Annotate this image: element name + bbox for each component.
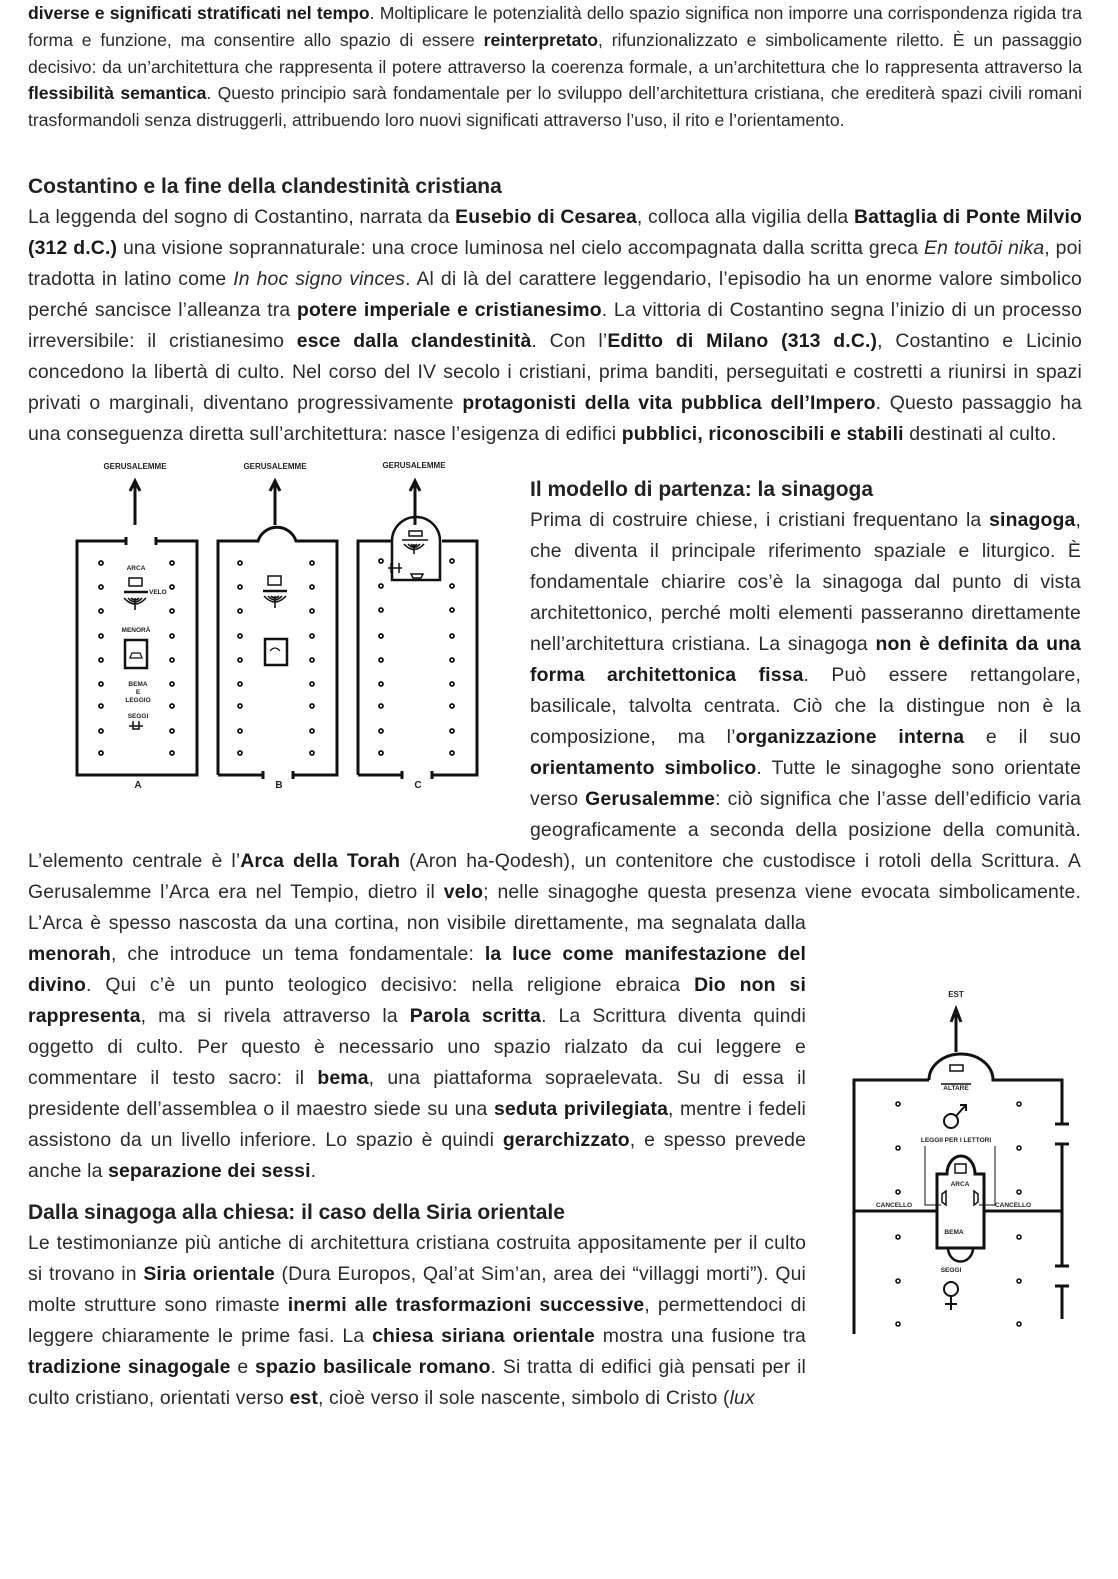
column-marker [99, 751, 103, 755]
column-marker [238, 729, 242, 733]
text-run: . La Scrittura diventa quindi oggetto di culto. Per questo è necessario uno spazio rialzato da cui leggere e commentare il testo sacro: il [28, 1004, 806, 1089]
bold-text: Dio non si rappresenta [28, 973, 806, 1027]
text-run: . Questo principio sarà fondamentale per lo sviluppo dell’architettura cristiana, che erediterà spazi civili romani trasformandoli senza distruggerli, attribuendo loro nuovi significati attraverso l’uso, il rito e l’orientamento. [28, 83, 1082, 131]
column-marker [379, 729, 383, 733]
italic-text: lux [729, 1386, 755, 1409]
label-altare: ALTARE [943, 1084, 969, 1092]
column-marker [896, 1279, 900, 1283]
column-marker [238, 609, 242, 613]
column-marker [99, 561, 103, 565]
text-run: , mentre i fedeli assistono da un livello inferiore. Lo spazio è quindi [28, 1097, 806, 1151]
column-marker [310, 729, 314, 733]
label-seggi-church: SEGGI [940, 1266, 962, 1274]
column-marker [170, 658, 174, 662]
column-marker [99, 682, 103, 686]
plan-label-c: C [414, 779, 422, 791]
synagogue-plans-drawing [28, 436, 520, 831]
label-leggio: LEGGIO [125, 696, 151, 704]
column-marker [450, 608, 454, 612]
bold-text: la luce come manifestazione del divino [28, 942, 807, 996]
bold-text: pubblici, riconoscibili e stabili [621, 422, 904, 445]
column-marker [450, 682, 454, 686]
column-marker [450, 751, 454, 755]
text-run: , che diventa il principale riferimento spaziale e liturgico. È fondamentale chiarire cos’è la sinagoga dal punto di vista architettonico, perché molti elementi passeranno direttamente nell’architettura cristiana. La sinagoga [530, 508, 1081, 655]
text-run: . Si tratta di edifici già pensati per il culto cristiano, orientati verso [28, 1355, 806, 1409]
arrow-b [270, 481, 280, 525]
column-marker [310, 682, 314, 686]
label-leggii: LEGGII PER I LETTORI [920, 1136, 992, 1144]
bold-text: est [289, 1386, 318, 1409]
bold-text: Eusebio di Cesarea [455, 205, 637, 228]
column-marker [896, 1146, 900, 1150]
column-marker [379, 751, 383, 755]
arrow-est [951, 1009, 961, 1052]
column-marker [310, 609, 314, 613]
column-marker [170, 729, 174, 733]
bold-text: diverse e significati stratificati nel tempo [28, 3, 370, 23]
bold-text: Parola scritta [409, 1004, 542, 1027]
bold-text: chiesa siriana orientale [372, 1324, 595, 1347]
label-e: E [135, 688, 141, 696]
column-marker [170, 682, 174, 686]
plan-label-a: A [134, 779, 142, 791]
label-seggi: SEGGI [127, 712, 149, 720]
text-run: (Dura Europos, Qal’at Sim’an, area dei “villaggi morti”). Qui molte strutture sono rimaste [28, 1262, 806, 1316]
synagogue-plans-figure [0, 436, 520, 831]
text-run: La leggenda del sogno di Costantino, narrata da [28, 205, 456, 228]
text-run: , permettendoci di leggere chiaramente le prime fasi. La [28, 1293, 806, 1347]
bold-text: spazio basilicale romano [255, 1355, 491, 1378]
text-run: . Può essere rettangolare, basilicale, talvolta centrata. Ciò che la distingue non è la composizione, ma l’ [530, 663, 1081, 748]
column-marker [1017, 1146, 1021, 1150]
text-run: , e spesso prevede anche la [28, 1128, 807, 1182]
bold-text: gerarchizzato [502, 1128, 630, 1151]
bold-text: bema [317, 1066, 369, 1089]
column-marker [238, 682, 242, 686]
intro-paragraph [28, 0, 1082, 134]
column-marker [1017, 1235, 1021, 1239]
arrow-a [130, 481, 140, 525]
bold-text: Gerusalemme [585, 787, 716, 810]
section-heading-costantino: Costantino e la fine della clandestinità cristiana [28, 174, 502, 198]
costantino-paragraph [28, 202, 1082, 450]
column-marker [170, 561, 174, 565]
male-symbol-icon [956, 1105, 966, 1116]
bold-text: tradizione sinagogale [28, 1355, 231, 1378]
label-bema: BEMA [128, 680, 148, 688]
bold-text: orientamento simbolico [530, 756, 757, 779]
column-marker [379, 658, 383, 662]
bold-text: reinterpretato [483, 29, 599, 50]
text-run: . Al di là del carattere leggendario, l’episodio ha un enorme valore simbolico perché sancisce l’alleanza tra [28, 267, 1082, 321]
text-run: . Questo passaggio ha una conseguenza diretta sull’architettura: nasce l’esigenza di edifici [28, 391, 1082, 445]
text-run: , che introduce un tema fondamentale: [110, 942, 485, 965]
column-marker [896, 1235, 900, 1239]
column-marker [170, 634, 174, 638]
column-marker [1017, 1279, 1021, 1283]
column-marker [170, 609, 174, 613]
text-run: . Qui c’è un punto teologico decisivo: nella religione ebraica [86, 973, 695, 996]
bold-text: organizzazione interna [735, 725, 965, 748]
text-run: : ciò significa che l’asse dell’edificio varia geograficamente a seconda della posizione della comunità. L’elemento centrale è l’ [28, 787, 1081, 872]
column-marker [99, 729, 103, 733]
menorah-icon-b [264, 596, 286, 608]
bold-text: menorah [28, 942, 111, 965]
column-marker [238, 585, 242, 589]
column-marker [99, 634, 103, 638]
text-run: , Costantino e Licinio concedono la libertà di culto. Nel corso del IV secolo i cristiani, prima banditi, perseguitati e costretti a riunirsi in spazi privati o marginali, diventano progressivamente [28, 329, 1082, 414]
plan-c-walls [358, 541, 477, 775]
menorah-icon-a [124, 598, 146, 610]
text-run: Le testimonianze più antiche di architettura cristiana costruita appositamente per il culto si trovano in [28, 1231, 806, 1285]
label-velo: VELO [149, 588, 167, 596]
label-menora: MENORÀ [121, 626, 151, 634]
bold-text: Editto di Milano (313 d.C.) [607, 329, 878, 352]
section-heading-siria: Dalla sinagoga alla chiesa: il caso della Siria orientale [28, 1200, 565, 1224]
bold-text: non è definita da una forma architettonica fissa [530, 632, 1081, 686]
section-heading-sinagoga: Il modello di partenza: la sinagoga [530, 477, 874, 501]
text-run: . La vittoria di Costantino segna l’inizio di un processo irreversibile: il cristianesimo [28, 298, 1082, 352]
column-marker [170, 704, 174, 708]
text-run: e il suo [964, 725, 1081, 748]
column-marker [450, 584, 454, 588]
column-marker [238, 561, 242, 565]
bold-text: Battaglia di Ponte Milvio (312 d.C.) [28, 205, 1082, 259]
text-run: (Aron ha-Qodesh), un contenitore che custodisce i rotoli della Scrittura. A Gerusalemme l’Arca era nel Tempio, dietro il [28, 849, 1082, 903]
text-run: mostra una fusione tra [594, 1324, 806, 1347]
column-marker [379, 559, 383, 563]
syrian-church-plan-figure [816, 936, 1118, 1382]
column-marker [310, 704, 314, 708]
column-marker [450, 658, 454, 662]
text-run: . Moltiplicare le potenzialità dello spazio significa non imporre una corrispondenza rigida tra forma e funzione, ma consentire allo spazio di essere [28, 3, 1082, 50]
column-marker [379, 704, 383, 708]
label-arca: ARCA [126, 564, 146, 572]
column-marker [896, 1190, 900, 1194]
column-marker [450, 704, 454, 708]
bold-text: protagonisti della vita pubblica dell’Impero [462, 391, 876, 414]
column-marker [379, 608, 383, 612]
column-marker [99, 658, 103, 662]
text-run: , una piattaforma sopraelevata. Su di essa il presidente dell’assemblea o il maestro siede su una [28, 1066, 806, 1120]
layout-spacer [1081, 505, 1082, 936]
text-run: e [230, 1355, 256, 1378]
column-marker [99, 704, 103, 708]
bold-text: velo [443, 880, 484, 903]
label-cancello-right: CANCELLO [994, 1201, 1032, 1209]
female-symbol-icon [944, 1282, 958, 1296]
bold-text: flessibilità semantica [28, 83, 207, 104]
plan-b-walls [218, 527, 337, 775]
column-marker [310, 585, 314, 589]
bold-text: esce dalla clandestinità [296, 329, 532, 352]
menorah-icon-c [404, 544, 424, 554]
column-marker [450, 634, 454, 638]
column-marker [238, 658, 242, 662]
text-run: . Tutte le sinagoghe sono orientate verso [530, 756, 1081, 810]
column-marker [450, 559, 454, 563]
bold-text: inermi alle trasformazioni successive [287, 1293, 645, 1316]
column-marker [310, 658, 314, 662]
plan-label-b: B [275, 779, 283, 791]
column-marker [1017, 1102, 1021, 1106]
column-marker [238, 704, 242, 708]
column-marker [310, 634, 314, 638]
text-run: , ma si rivela attraverso la [140, 1004, 410, 1027]
column-marker [170, 585, 174, 589]
bold-text: separazione dei sessi [108, 1159, 311, 1182]
text-run: Prima di costruire chiese, i cristiani frequentano la [530, 508, 990, 531]
text-run: una visione soprannaturale: una croce luminosa nel cielo accompagnata dalla scritta greca [117, 236, 925, 259]
text-run: , colloca alla vigilia della [636, 205, 854, 228]
italic-text: En toutōi nika [924, 236, 1045, 259]
bold-text: Siria orientale [143, 1262, 275, 1285]
bold-text: potere imperiale e cristianesimo [297, 298, 602, 321]
direction-label-b: GERUSALEMME [243, 461, 307, 471]
column-marker [896, 1322, 900, 1326]
bold-text: seduta privilegiata [493, 1097, 669, 1120]
column-marker [1017, 1322, 1021, 1326]
column-marker [170, 751, 174, 755]
direction-label-est: EST [948, 989, 964, 999]
column-marker [99, 585, 103, 589]
syrian-church-plan-drawing [816, 936, 1118, 1382]
label-arca-church: ARCA [950, 1180, 970, 1188]
column-marker [1017, 1190, 1021, 1194]
direction-label-a: GERUSALEMME [103, 461, 167, 471]
column-marker [379, 682, 383, 686]
text-run: , cioè verso il sole nascente, simbolo di Cristo ( [317, 1386, 730, 1409]
column-marker [450, 729, 454, 733]
text-run: , poi tradotta in latino come [28, 236, 1082, 290]
bold-text: Arca della Torah [240, 849, 401, 872]
text-run: , rifunzionalizzato e simbolicamente riletto. È un passaggio decisivo: da un’architettura che rappresenta il potere attraverso la coerenza formale, a un’architettura che lo rappresenta attraverso la [28, 29, 1083, 77]
column-marker [896, 1102, 900, 1106]
column-marker [310, 561, 314, 565]
text-run: ; nelle sinagoghe questa presenza viene evocata simbolicamente. L’Arca è spesso nascosta da una cortina, non visibile direttamente, ma segnalata dalla [28, 880, 1081, 934]
column-marker [379, 634, 383, 638]
label-cancello-left: CANCELLO [875, 1201, 913, 1209]
text-run: destinati al culto. [903, 422, 1057, 445]
label-bema-church: BEMA [944, 1228, 964, 1236]
column-marker [310, 751, 314, 755]
text-run: . Con l’ [531, 329, 608, 352]
direction-label-c: GERUSALEMME [382, 460, 446, 470]
column-marker [99, 609, 103, 613]
column-marker [238, 751, 242, 755]
italic-text: In hoc signo vinces [233, 267, 406, 290]
column-marker [238, 634, 242, 638]
bold-text: sinagoga [989, 508, 1076, 531]
column-marker [379, 584, 383, 588]
document-page [28, 0, 1082, 1414]
text-run: . [310, 1159, 317, 1182]
